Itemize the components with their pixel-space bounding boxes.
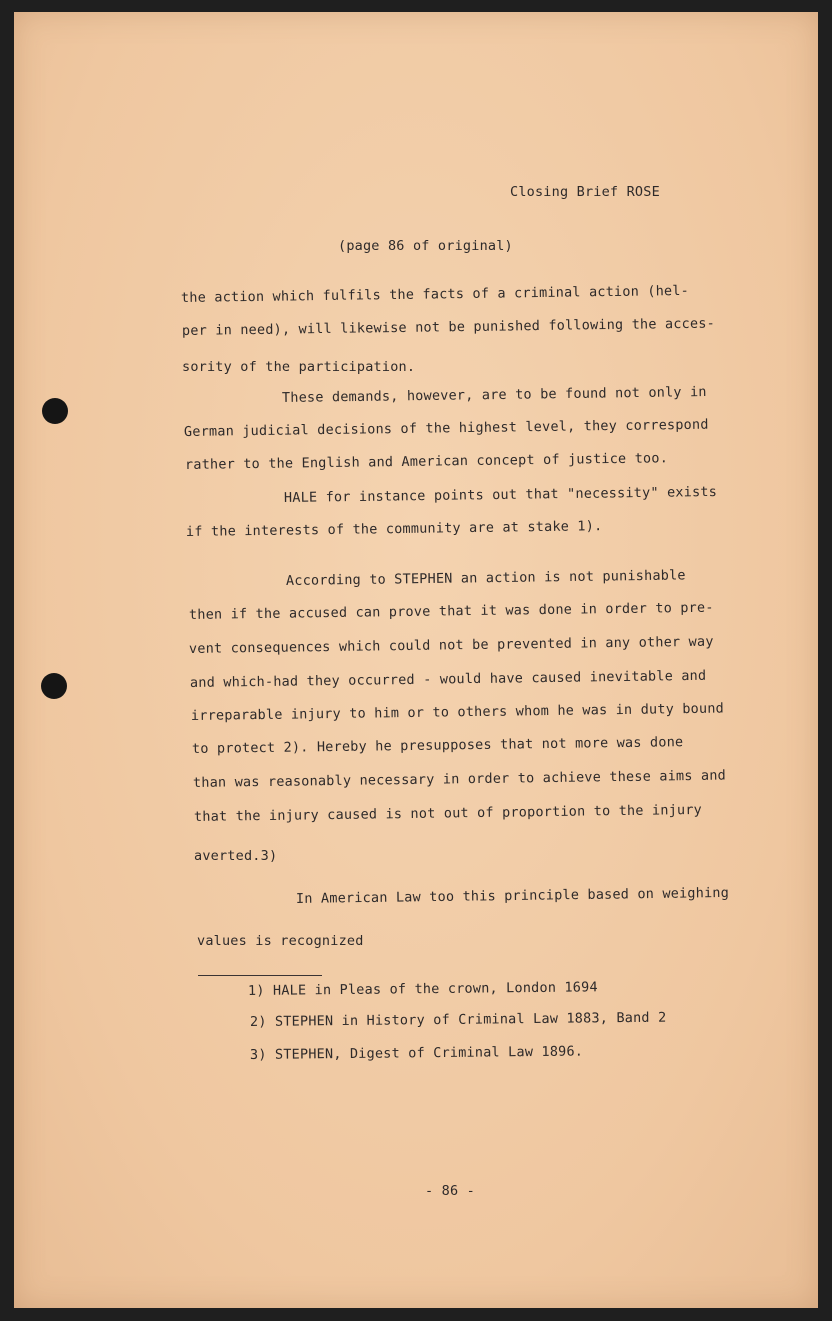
body-line: that the injury caused is not out of proportion to the injury [193, 801, 703, 825]
punch-hole-top [42, 398, 68, 424]
punch-hole-bottom [41, 673, 67, 699]
page-number: - 86 - [425, 1183, 475, 1199]
body-line: sority of the participation. [182, 359, 416, 375]
body-line: and which-had they occurred - would have caused inevitable and [189, 667, 707, 691]
body-line: In American Law too this principle based on weighing [295, 884, 730, 907]
body-line: rather to the English and American concept of justice too. [184, 450, 669, 473]
body-line: HALE for instance points out that "necessity" exists [283, 483, 718, 506]
footnote: 2) STEPHEN in History of Criminal Law 1883, Band 2 [249, 1009, 667, 1030]
document-header: Closing Brief ROSE [510, 184, 660, 200]
body-line: values is recognized [197, 933, 364, 949]
body-line: to protect 2). Hereby he presupposes that not more was done [191, 734, 684, 757]
footnote-divider [198, 975, 322, 976]
body-line: These demands, however, are to be found not only in [281, 384, 707, 406]
page-reference: (page 86 of original) [338, 238, 513, 254]
body-line: averted.3) [194, 848, 278, 864]
body-line: irreparable injury to him or to others whom he was in duty bound [190, 700, 725, 724]
body-line: German judicial decisions of the highest level, they correspond [183, 416, 709, 440]
body-line: then if the accused can prove that it was done in order to pre- [188, 599, 714, 623]
body-line: the action which fulfils the facts of a criminal action (hel- [180, 282, 690, 306]
body-line: than was reasonably necessary in order to achieve these aims and [192, 767, 727, 791]
footnote: 1) HALE in Pleas of the crown, London 1694 [247, 979, 598, 999]
body-line: vent consequences which could not be prevented in any other way [188, 633, 714, 657]
body-line: if the interests of the community are at stake 1). [185, 518, 603, 540]
document-page [14, 12, 818, 1308]
footnote: 3) STEPHEN, Digest of Criminal Law 1896. [249, 1043, 584, 1063]
body-line: per in need), will likewise not be punished following the acces- [181, 315, 716, 339]
body-line: According to STEPHEN an action is not punishable [285, 567, 686, 589]
